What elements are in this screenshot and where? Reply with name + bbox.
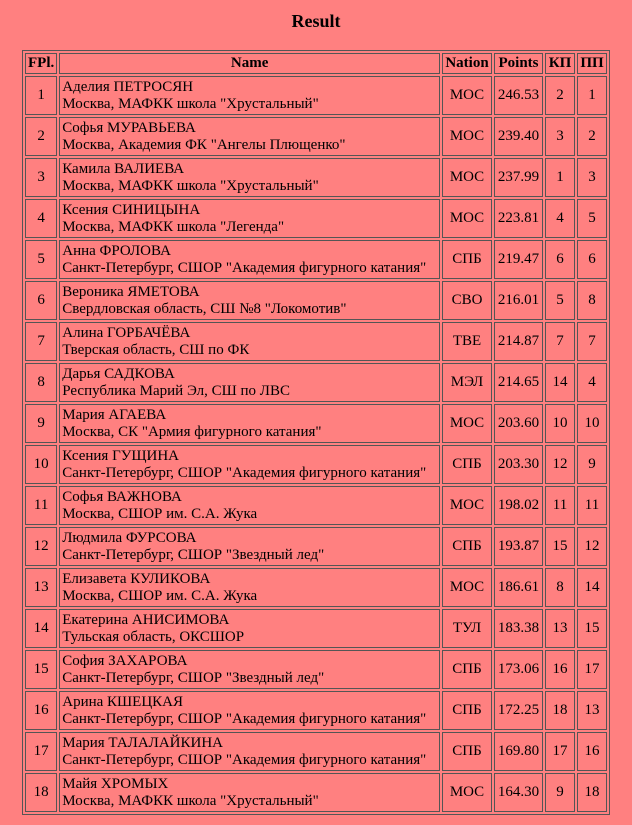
skater-club: Санкт-Петербург, СШОР "Академия фигурного катания": [62, 710, 427, 727]
cell-points: 203.30: [494, 445, 543, 484]
table-row: [25, 158, 607, 197]
skater-club: Санкт-Петербург, СШОР "Академия фигурного катания": [62, 751, 427, 768]
skater-name: Алина ГОРБАЧЁВА: [62, 324, 191, 341]
cell-name: [59, 363, 440, 402]
cell-place: 8: [25, 363, 57, 402]
header-name: Name: [59, 53, 440, 74]
skater-name: Дарья САДКОВА: [62, 365, 175, 382]
table-row: [25, 691, 607, 730]
skater-club: Москва, МАФКК школа "Хрустальный": [62, 95, 319, 112]
cell-points: 237.99: [494, 158, 543, 197]
cell-points: 223.81: [494, 199, 543, 238]
cell-nation: ТВЕ: [442, 322, 492, 361]
cell-name: [59, 650, 440, 689]
cell-sp-place: 4: [545, 199, 575, 238]
cell-nation: МОС: [442, 158, 492, 197]
skater-name: Мария АГАЕВА: [62, 406, 167, 423]
cell-fs-place: 5: [577, 199, 607, 238]
skater-name: Вероника ЯМЕТОВА: [62, 283, 200, 300]
cell-fs-place: 15: [577, 609, 607, 648]
skater-name: Екатерина АНИСИМОВА: [62, 611, 230, 628]
cell-place: 3: [25, 158, 57, 197]
table-row: [25, 609, 607, 648]
cell-fs-place: 13: [577, 691, 607, 730]
cell-nation: СПБ: [442, 691, 492, 730]
cell-fs-place: 1: [577, 76, 607, 115]
skater-name: Мария ТАЛАЛАЙКИНА: [62, 734, 224, 751]
cell-points: 246.53: [494, 76, 543, 115]
table-header-row: [25, 53, 607, 74]
cell-sp-place: 18: [545, 691, 575, 730]
cell-sp-place: 13: [545, 609, 575, 648]
cell-name: [59, 76, 440, 115]
cell-place: 11: [25, 486, 57, 525]
skater-club: Москва, МАФКК школа "Хрустальный": [62, 177, 319, 194]
cell-sp-place: 16: [545, 650, 575, 689]
cell-nation: МОС: [442, 404, 492, 443]
cell-nation: МЭЛ: [442, 363, 492, 402]
table-row: [25, 404, 607, 443]
table-row: [25, 363, 607, 402]
table-row: [25, 650, 607, 689]
cell-place: 9: [25, 404, 57, 443]
skater-club: Москва, СШОР им. С.А. Жука: [62, 587, 258, 604]
skater-club: Свердловская область, СШ №8 "Локомотив": [62, 300, 347, 317]
cell-sp-place: 15: [545, 527, 575, 566]
table-row: [25, 732, 607, 771]
cell-name: [59, 691, 440, 730]
skater-club: Москва, МАФКК школа "Легенда": [62, 218, 285, 235]
skater-name: Ксения СИНИЦЫНА: [62, 201, 201, 218]
cell-points: 203.60: [494, 404, 543, 443]
header-fs: ПП: [577, 53, 607, 74]
cell-sp-place: 7: [545, 322, 575, 361]
table-row: [25, 322, 607, 361]
cell-sp-place: 14: [545, 363, 575, 402]
cell-name: [59, 240, 440, 279]
cell-nation: МОС: [442, 486, 492, 525]
cell-place: 10: [25, 445, 57, 484]
cell-name: [59, 158, 440, 197]
table-row: [25, 199, 607, 238]
results-table: [22, 50, 610, 815]
cell-nation: СПБ: [442, 732, 492, 771]
cell-points: 183.38: [494, 609, 543, 648]
cell-points: 186.61: [494, 568, 543, 607]
skater-club: Москва, МАФКК школа "Хрустальный": [62, 792, 319, 809]
page-title: Result: [291, 11, 341, 31]
cell-nation: СПБ: [442, 240, 492, 279]
skater-club: Тверская область, СШ по ФК: [62, 341, 250, 358]
skater-name: Арина КШЕЦКАЯ: [62, 693, 184, 710]
skater-name: Аделия ПЕТРОСЯН: [62, 78, 194, 95]
table-row: [25, 568, 607, 607]
cell-name: [59, 527, 440, 566]
cell-nation: МОС: [442, 76, 492, 115]
cell-nation: СВО: [442, 281, 492, 320]
cell-fs-place: 11: [577, 486, 607, 525]
skater-name: Софья ВАЖНОВА: [62, 488, 182, 505]
cell-fs-place: 7: [577, 322, 607, 361]
cell-name: [59, 568, 440, 607]
cell-points: 169.80: [494, 732, 543, 771]
cell-sp-place: 17: [545, 732, 575, 771]
cell-fs-place: 4: [577, 363, 607, 402]
cell-name: [59, 322, 440, 361]
skater-name: София ЗАХАРОВА: [62, 652, 188, 669]
cell-fs-place: 2: [577, 117, 607, 156]
table-row: [25, 527, 607, 566]
cell-sp-place: 8: [545, 568, 575, 607]
cell-place: 18: [25, 773, 57, 812]
skater-club: Санкт-Петербург, СШОР "Звездный лед": [62, 669, 325, 686]
cell-points: 172.25: [494, 691, 543, 730]
cell-points: 216.01: [494, 281, 543, 320]
cell-sp-place: 11: [545, 486, 575, 525]
cell-fs-place: 10: [577, 404, 607, 443]
cell-sp-place: 5: [545, 281, 575, 320]
cell-points: 198.02: [494, 486, 543, 525]
cell-nation: СПБ: [442, 445, 492, 484]
skater-club: Тульская область, ОКСШОР: [62, 628, 245, 645]
cell-name: [59, 609, 440, 648]
table-row: [25, 240, 607, 279]
skater-club: Москва, СШОР им. С.А. Жука: [62, 505, 258, 522]
cell-fs-place: 6: [577, 240, 607, 279]
cell-place: 5: [25, 240, 57, 279]
header-nation: Nation: [442, 53, 492, 74]
cell-name: [59, 486, 440, 525]
cell-sp-place: 1: [545, 158, 575, 197]
cell-points: 173.06: [494, 650, 543, 689]
cell-place: 15: [25, 650, 57, 689]
skater-club: Санкт-Петербург, СШОР "Звездный лед": [62, 546, 325, 563]
cell-fs-place: 3: [577, 158, 607, 197]
cell-nation: СПБ: [442, 527, 492, 566]
cell-points: 239.40: [494, 117, 543, 156]
cell-place: 2: [25, 117, 57, 156]
cell-place: 1: [25, 76, 57, 115]
table-row: [25, 117, 607, 156]
cell-place: 14: [25, 609, 57, 648]
cell-nation: МОС: [442, 773, 492, 812]
table-row: [25, 773, 607, 812]
cell-fs-place: 9: [577, 445, 607, 484]
cell-fs-place: 8: [577, 281, 607, 320]
cell-fs-place: 18: [577, 773, 607, 812]
cell-sp-place: 10: [545, 404, 575, 443]
skater-club: Республика Марий Эл, СШ по ЛВС: [62, 382, 290, 399]
skater-name: Людмила ФУРСОВА: [62, 529, 197, 546]
cell-name: [59, 199, 440, 238]
cell-fs-place: 16: [577, 732, 607, 771]
cell-nation: МОС: [442, 199, 492, 238]
skater-name: Камила ВАЛИЕВА: [62, 160, 185, 177]
skater-club: Москва, Академия ФК "Ангелы Плющенко": [62, 136, 346, 153]
header-points: Points: [494, 53, 543, 74]
cell-place: 17: [25, 732, 57, 771]
cell-nation: МОС: [442, 568, 492, 607]
skater-club: Санкт-Петербург, СШОР "Академия фигурного катания": [62, 259, 427, 276]
cell-place: 7: [25, 322, 57, 361]
cell-fs-place: 12: [577, 527, 607, 566]
cell-place: 6: [25, 281, 57, 320]
skater-name: Анна ФРОЛОВА: [62, 242, 171, 259]
table-row: [25, 281, 607, 320]
cell-nation: ТУЛ: [442, 609, 492, 648]
cell-fs-place: 14: [577, 568, 607, 607]
skater-name: Майя ХРОМЫХ: [62, 775, 169, 792]
cell-points: 214.87: [494, 322, 543, 361]
header-sp: КП: [545, 53, 575, 74]
cell-name: [59, 404, 440, 443]
cell-sp-place: 9: [545, 773, 575, 812]
skater-club: Москва, СК "Армия фигурного катания": [62, 423, 322, 440]
cell-sp-place: 12: [545, 445, 575, 484]
cell-sp-place: 2: [545, 76, 575, 115]
cell-place: 4: [25, 199, 57, 238]
table-row: [25, 486, 607, 525]
skater-club: Санкт-Петербург, СШОР "Академия фигурного катания": [62, 464, 427, 481]
cell-name: [59, 732, 440, 771]
table-row: [25, 76, 607, 115]
cell-fs-place: 17: [577, 650, 607, 689]
cell-sp-place: 6: [545, 240, 575, 279]
cell-name: [59, 445, 440, 484]
cell-points: 219.47: [494, 240, 543, 279]
cell-nation: МОС: [442, 117, 492, 156]
cell-name: [59, 773, 440, 812]
cell-points: 164.30: [494, 773, 543, 812]
cell-place: 13: [25, 568, 57, 607]
cell-nation: СПБ: [442, 650, 492, 689]
cell-name: [59, 281, 440, 320]
table-row: [25, 445, 607, 484]
cell-points: 214.65: [494, 363, 543, 402]
header-place: FPl.: [25, 53, 57, 74]
skater-name: Ксения ГУЩИНА: [62, 447, 180, 464]
cell-points: 193.87: [494, 527, 543, 566]
skater-name: Софья МУРАВЬЕВА: [62, 119, 196, 136]
skater-name: Елизавета КУЛИКОВА: [62, 570, 211, 587]
cell-place: 12: [25, 527, 57, 566]
cell-sp-place: 3: [545, 117, 575, 156]
cell-place: 16: [25, 691, 57, 730]
cell-name: [59, 117, 440, 156]
